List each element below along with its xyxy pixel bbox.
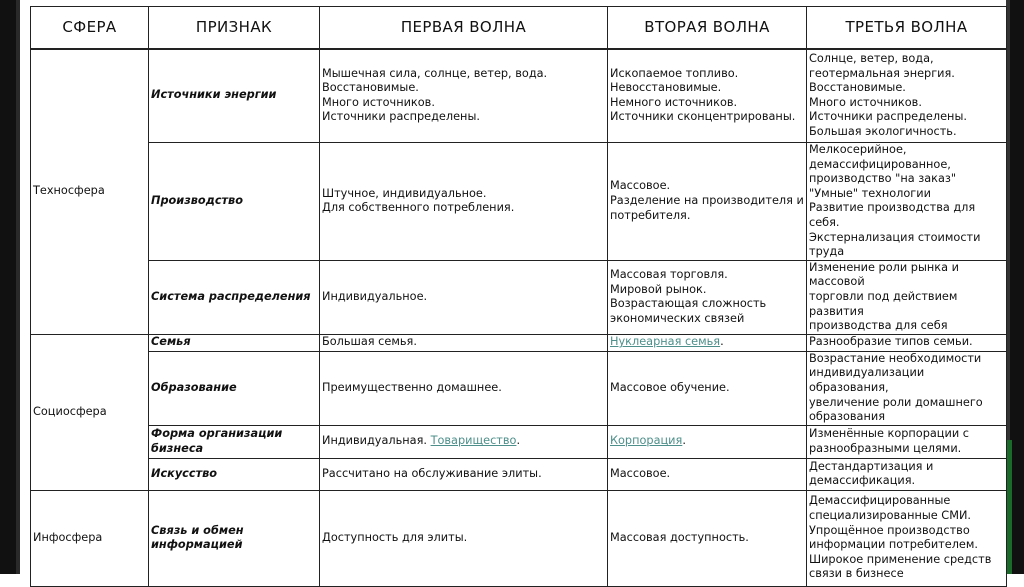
text-line: Большая экологичность. (809, 124, 957, 138)
text-line: увеличение роли домашнего (809, 395, 983, 409)
text-line: Массовое обучение. (610, 380, 730, 394)
wave3-distribution (807, 260, 1007, 334)
text-line: Источники сконцентрированы. (610, 110, 796, 124)
wave2-communication (608, 490, 807, 586)
table-row (31, 458, 1007, 490)
sphere-info: Инфосфера (31, 490, 149, 586)
sphere-techno: Техносфера (31, 49, 149, 335)
feature-distribution: Система распределения (149, 260, 320, 334)
text-line: Широкое применение средств (809, 552, 992, 566)
text-line: Доступность для элиты. (322, 530, 468, 544)
table-row (31, 490, 1007, 586)
wave2-business (608, 425, 807, 458)
text-line: Дестандартизация и (809, 459, 934, 473)
text-line: Индивидуальное. (322, 289, 428, 303)
text-line: Индивидуальная. (322, 434, 431, 448)
wave2-distribution (608, 260, 807, 334)
table-row (31, 425, 1007, 458)
punctuation: . (516, 434, 521, 448)
feature-family: Семья (149, 334, 320, 351)
text-line: "Умные" технологии (809, 186, 931, 200)
wave3-business (807, 425, 1007, 458)
text-line: образования (809, 410, 885, 424)
text-line: Разделение на производителя и (610, 194, 804, 208)
feature-production: Производство (149, 143, 320, 261)
text-line: Ископаемое топливо. (610, 66, 739, 80)
header-sphere: СФЕРА (31, 7, 149, 49)
text-line: связи в бизнесе (809, 567, 904, 581)
feature-art: Искусство (149, 458, 320, 490)
header-wave1: ПЕРВАЯ ВОЛНА (320, 7, 608, 49)
header-wave2: ВТОРАЯ ВОЛНА (608, 7, 807, 49)
text-line: производство "на заказ" (809, 172, 957, 186)
text-line: Источники распределены. (809, 110, 967, 124)
wave3-education (807, 351, 1007, 425)
text-line: Демассифицированные (809, 494, 951, 508)
text-line: экономических связей (610, 311, 745, 325)
text-line: Рассчитано на обслуживание элиты. (322, 466, 542, 480)
text-line: торговли под действием развития (809, 289, 958, 318)
text-line: Восстановимые. (809, 81, 906, 95)
wave1-business (320, 425, 608, 458)
text-line: Для собственного потребления. (322, 201, 515, 215)
wave3-communication (807, 490, 1007, 586)
left-dark-border (0, 0, 16, 574)
feature-business-form: Форма организации бизнеса (149, 425, 320, 458)
wave2-production (608, 143, 807, 261)
text-line: Восстановимые. (322, 81, 419, 95)
wave1-distribution (320, 260, 608, 334)
text-line: Изменение роли рынка и массовой (809, 260, 959, 289)
header-wave3: ТРЕТЬЯ ВОЛНА (807, 7, 1007, 49)
feature-communication: Связь и обмен информацией (149, 490, 320, 586)
text-line: Экстернализация стоимости труда (809, 230, 981, 259)
text-line: Возрастающая сложность (610, 297, 767, 311)
text-line: Много источников. (809, 95, 922, 109)
text-line: Упрощённое производство (809, 523, 970, 537)
text-line: Штучное, индивидуальное. (322, 186, 487, 200)
wave1-energy (320, 49, 608, 143)
text-line: Немного источников. (610, 95, 738, 109)
right-dark-border (1010, 0, 1024, 574)
wave3-energy (807, 49, 1007, 143)
wave2-family (608, 334, 807, 351)
waves-comparison-table (30, 6, 1007, 587)
text-line: производства для себя (809, 319, 948, 333)
nuclear-family-link[interactable]: Нуклеарная семья (610, 335, 721, 349)
wave2-education (608, 351, 807, 425)
text-line: Источники распределены. (322, 110, 480, 124)
header-feature: ПРИЗНАК (149, 7, 320, 49)
text-line: Массовая доступность. (610, 530, 749, 544)
text-line: Много источников. (322, 95, 435, 109)
text-line: Массовая торговля. (610, 268, 728, 282)
wave3-production (807, 143, 1007, 261)
text-line: разнообразными целями. (809, 441, 962, 455)
text-line: демассифицированное, (809, 157, 951, 171)
text-line: Мелкосерийное, (809, 143, 907, 156)
punctuation: . (682, 434, 686, 448)
left-border-accent (16, 0, 20, 574)
table-row (31, 49, 1007, 143)
text-line: Преимущественно домашнее. (322, 380, 502, 394)
text-line: индивидуализации образования, (809, 366, 925, 394)
table-row (31, 334, 1007, 351)
text-line: Мировой рынок. (610, 282, 707, 296)
text-line: специализированные СМИ. (809, 509, 971, 522)
text-line: Массовое. (610, 179, 671, 193)
wave1-family (320, 334, 608, 351)
text-line: Разнообразие типов семьи. (809, 335, 973, 349)
text-line: информации потребителем. (809, 538, 979, 552)
text-line: Изменённые корпорации с (809, 427, 969, 441)
table-row (31, 260, 1007, 334)
punctuation: . (720, 335, 724, 349)
corporation-link[interactable]: Корпорация (610, 434, 683, 448)
text-line: Развитие производства для себя. (809, 201, 976, 229)
text-line: геотермальная энергия. (809, 66, 955, 80)
text-line: Возрастание необходимости (809, 351, 982, 365)
wave3-art (807, 458, 1007, 490)
feature-education: Образование (149, 351, 320, 425)
wave1-art (320, 458, 608, 490)
table-row (31, 143, 1007, 261)
wave1-education (320, 351, 608, 425)
text-line: потребителя. (610, 208, 691, 222)
header-row (31, 7, 1007, 49)
wave2-art (608, 458, 807, 490)
feature-energy-sources: Источники энергии (149, 49, 320, 143)
text-line: Мышечная сила, солнце, ветер, вода. (322, 66, 548, 80)
text-line: Невосстановимые. (610, 81, 722, 95)
text-line: демассификация. (809, 474, 916, 488)
text-line: Солнце, ветер, вода, (809, 51, 934, 65)
table-row (31, 351, 1007, 425)
wave1-production (320, 143, 608, 261)
wave3-family (807, 334, 1007, 351)
sphere-socio: Социосфера (31, 334, 149, 490)
wave1-communication (320, 490, 608, 586)
partnership-link[interactable]: Товарищество (430, 434, 517, 448)
wave2-energy (608, 49, 807, 143)
text-line: Большая семья. (322, 335, 417, 349)
text-line: Массовое. (610, 466, 671, 480)
